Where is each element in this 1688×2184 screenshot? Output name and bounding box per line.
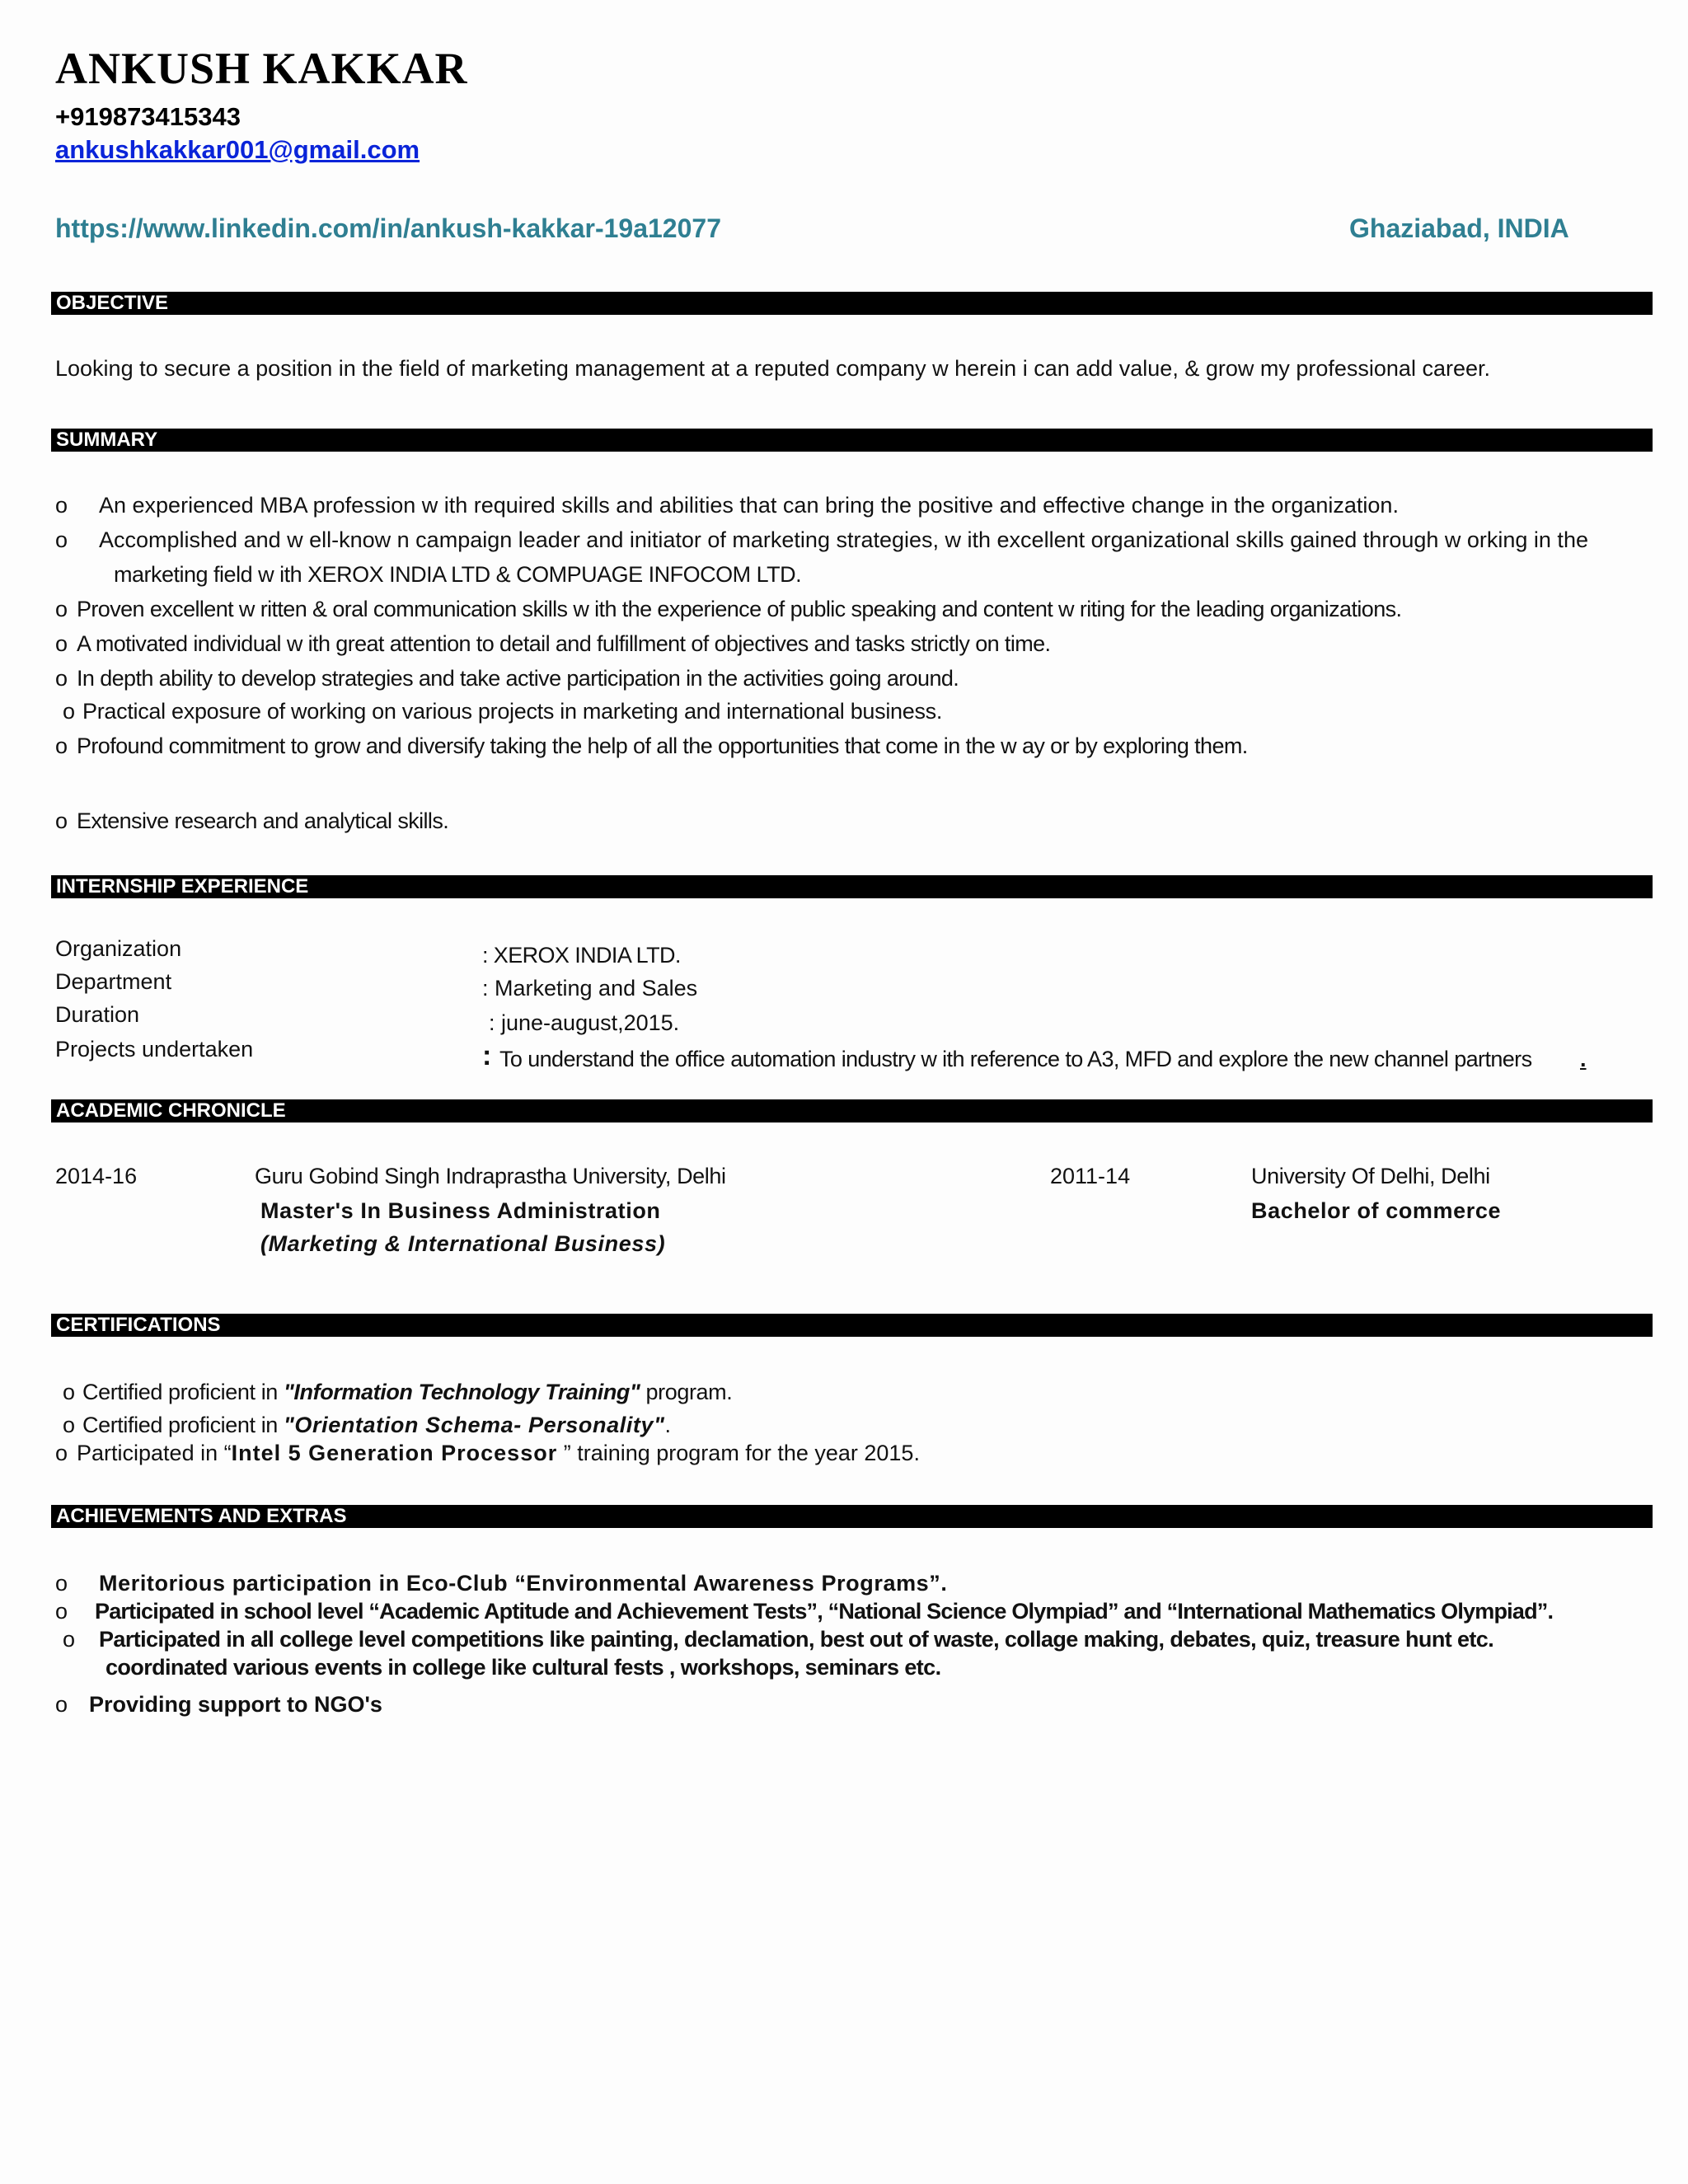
linkedin-link[interactable]: https://www.linkedin.com/in/ankush-kakkar-19a12077: [55, 213, 721, 243]
bullet: o: [63, 699, 76, 724]
internship-label-projects: Projects undertaken: [55, 1037, 254, 1062]
bullet: o: [63, 1380, 76, 1404]
certification-item-title: "Orientation Schema- Personality": [284, 1413, 665, 1437]
summary-item: Profound commitment to grow and diversify taking the help of all the opportunities that come in the w ay or by exploring them.: [77, 733, 1248, 758]
certification-item: [82, 1380, 732, 1405]
summary-item-continuation: marketing field w ith XEROX INDIA LTD & COMPUAGE INFOCOM LTD.: [114, 562, 802, 587]
bullet: o: [55, 1441, 68, 1465]
summary-item: An experienced MBA profession w ith required skills and abilities that can bring the positive and effective change in the organization.: [99, 493, 1399, 518]
bullet: o: [55, 527, 68, 552]
certification-item-suffix: .: [664, 1413, 671, 1437]
internship-value-projects: To understand the office automation industry w ith reference to A3, MFD and explore the new channel partners: [499, 1047, 1532, 1071]
bullet: o: [55, 808, 68, 833]
academic-degree-bachelors: Bachelor of commerce: [1251, 1198, 1502, 1223]
section-bar-academic: [51, 1099, 1653, 1122]
objective-text: Looking to secure a position in the field of marketing management at a reputed company w herein i can add value, & grow my professional career.: [55, 356, 1490, 381]
summary-item: Accomplished and w ell-know n campaign leader and initiator of marketing strategies, w ith excellent organizational skills gained through w orking in the: [99, 527, 1588, 552]
internship-projects-colon: :: [482, 1040, 492, 1071]
bullet: o: [55, 597, 68, 621]
summary-item: Proven excellent w ritten & oral communication skills w ith the experience of public speaking and content w riting for the leading organizations.: [77, 597, 1402, 621]
achievement-item-continuation: coordinated various events in college like cultural fests , workshops, seminars etc.: [106, 1655, 941, 1680]
section-bar-achievements: [51, 1505, 1653, 1528]
achievement-item: Meritorious participation in Eco-Club “Environmental Awareness Programs”.: [99, 1571, 948, 1596]
summary-item: Practical exposure of working on various projects in marketing and international business.: [82, 699, 943, 724]
section-title-internship: INTERNSHIP EXPERIENCE: [56, 875, 309, 898]
section-title-academic: ACADEMIC CHRONICLE: [56, 1099, 286, 1122]
academic-year-masters: 2014-16: [55, 1164, 138, 1188]
section-title-objective: OBJECTIVE: [56, 292, 169, 314]
section-bar-summary: [51, 429, 1653, 452]
certification-item-prefix: Participated in “: [77, 1441, 232, 1465]
certification-item-prefix: Certified proficient in: [82, 1413, 284, 1437]
internship-value-department: : Marketing and Sales: [482, 976, 698, 1001]
internship-label-organization: Organization: [55, 936, 182, 961]
academic-degree-masters: Master's In Business Administration: [260, 1198, 661, 1223]
bullet: o: [55, 733, 68, 758]
academic-university-bachelors: University Of Delhi, Delhi: [1251, 1164, 1490, 1188]
bullet: o: [63, 1413, 76, 1437]
section-title-certifications: CERTIFICATIONS: [56, 1314, 221, 1336]
bullet: o: [55, 666, 68, 691]
bullet: o: [55, 631, 68, 656]
candidate-name: ANKUSH KAKKAR: [55, 44, 468, 93]
certification-item-title: "Information Technology Training": [284, 1380, 640, 1404]
certification-item-suffix: program.: [640, 1380, 733, 1404]
section-bar-certifications: [51, 1314, 1653, 1337]
bullet: o: [63, 1627, 76, 1652]
section-bar-objective: [51, 292, 1653, 315]
academic-specialization-masters: (Marketing & International Business): [260, 1231, 666, 1256]
certification-item: [82, 1413, 671, 1438]
achievement-item: Participated in all college level competitions like painting, declamation, best out of waste, collage making, debates, quiz, treasure hunt etc.: [99, 1627, 1494, 1652]
internship-value-organization: : XEROX INDIA LTD.: [482, 943, 681, 968]
summary-item: A motivated individual w ith great attention to detail and fulfillment of objectives and tasks strictly on time.: [77, 631, 1051, 656]
academic-year-bachelors: 2011-14: [1050, 1164, 1131, 1188]
bullet: o: [55, 1692, 68, 1717]
internship-projects-period: .: [1580, 1047, 1587, 1071]
internship-value-duration: : june-august,2015.: [489, 1010, 680, 1035]
internship-label-department: Department: [55, 969, 172, 994]
section-title-summary: SUMMARY: [56, 429, 158, 451]
bullet: o: [55, 1571, 68, 1596]
academic-university-masters: Guru Gobind Singh Indraprastha University, Delhi: [255, 1164, 726, 1188]
section-title-achievements: ACHIEVEMENTS AND EXTRAS: [56, 1505, 347, 1527]
bullet: o: [55, 493, 68, 518]
section-bar-internship: [51, 875, 1653, 898]
certification-item-suffix: ” training program for the year 2015.: [557, 1441, 920, 1465]
certification-item-title: Intel 5 Generation Processor: [231, 1441, 558, 1465]
internship-label-duration: Duration: [55, 1002, 140, 1027]
bullet: o: [55, 1599, 68, 1624]
certification-item: [77, 1441, 920, 1466]
email-link[interactable]: ankushkakkar001@gmail.com: [55, 135, 420, 164]
location: Ghaziabad, INDIA: [1349, 213, 1569, 243]
summary-item: Extensive research and analytical skills.: [77, 808, 449, 833]
achievement-item: Providing support to NGO's: [89, 1692, 382, 1717]
summary-item: In depth ability to develop strategies and take active participation in the activities going around.: [77, 666, 959, 691]
phone-number: +919873415343: [55, 102, 241, 131]
certification-item-prefix: Certified proficient in: [82, 1380, 284, 1404]
achievement-item: Participated in school level “Academic Aptitude and Achievement Tests”, “National Science Olympiad” and “International Mathematics Olympiad”.: [95, 1599, 1554, 1624]
